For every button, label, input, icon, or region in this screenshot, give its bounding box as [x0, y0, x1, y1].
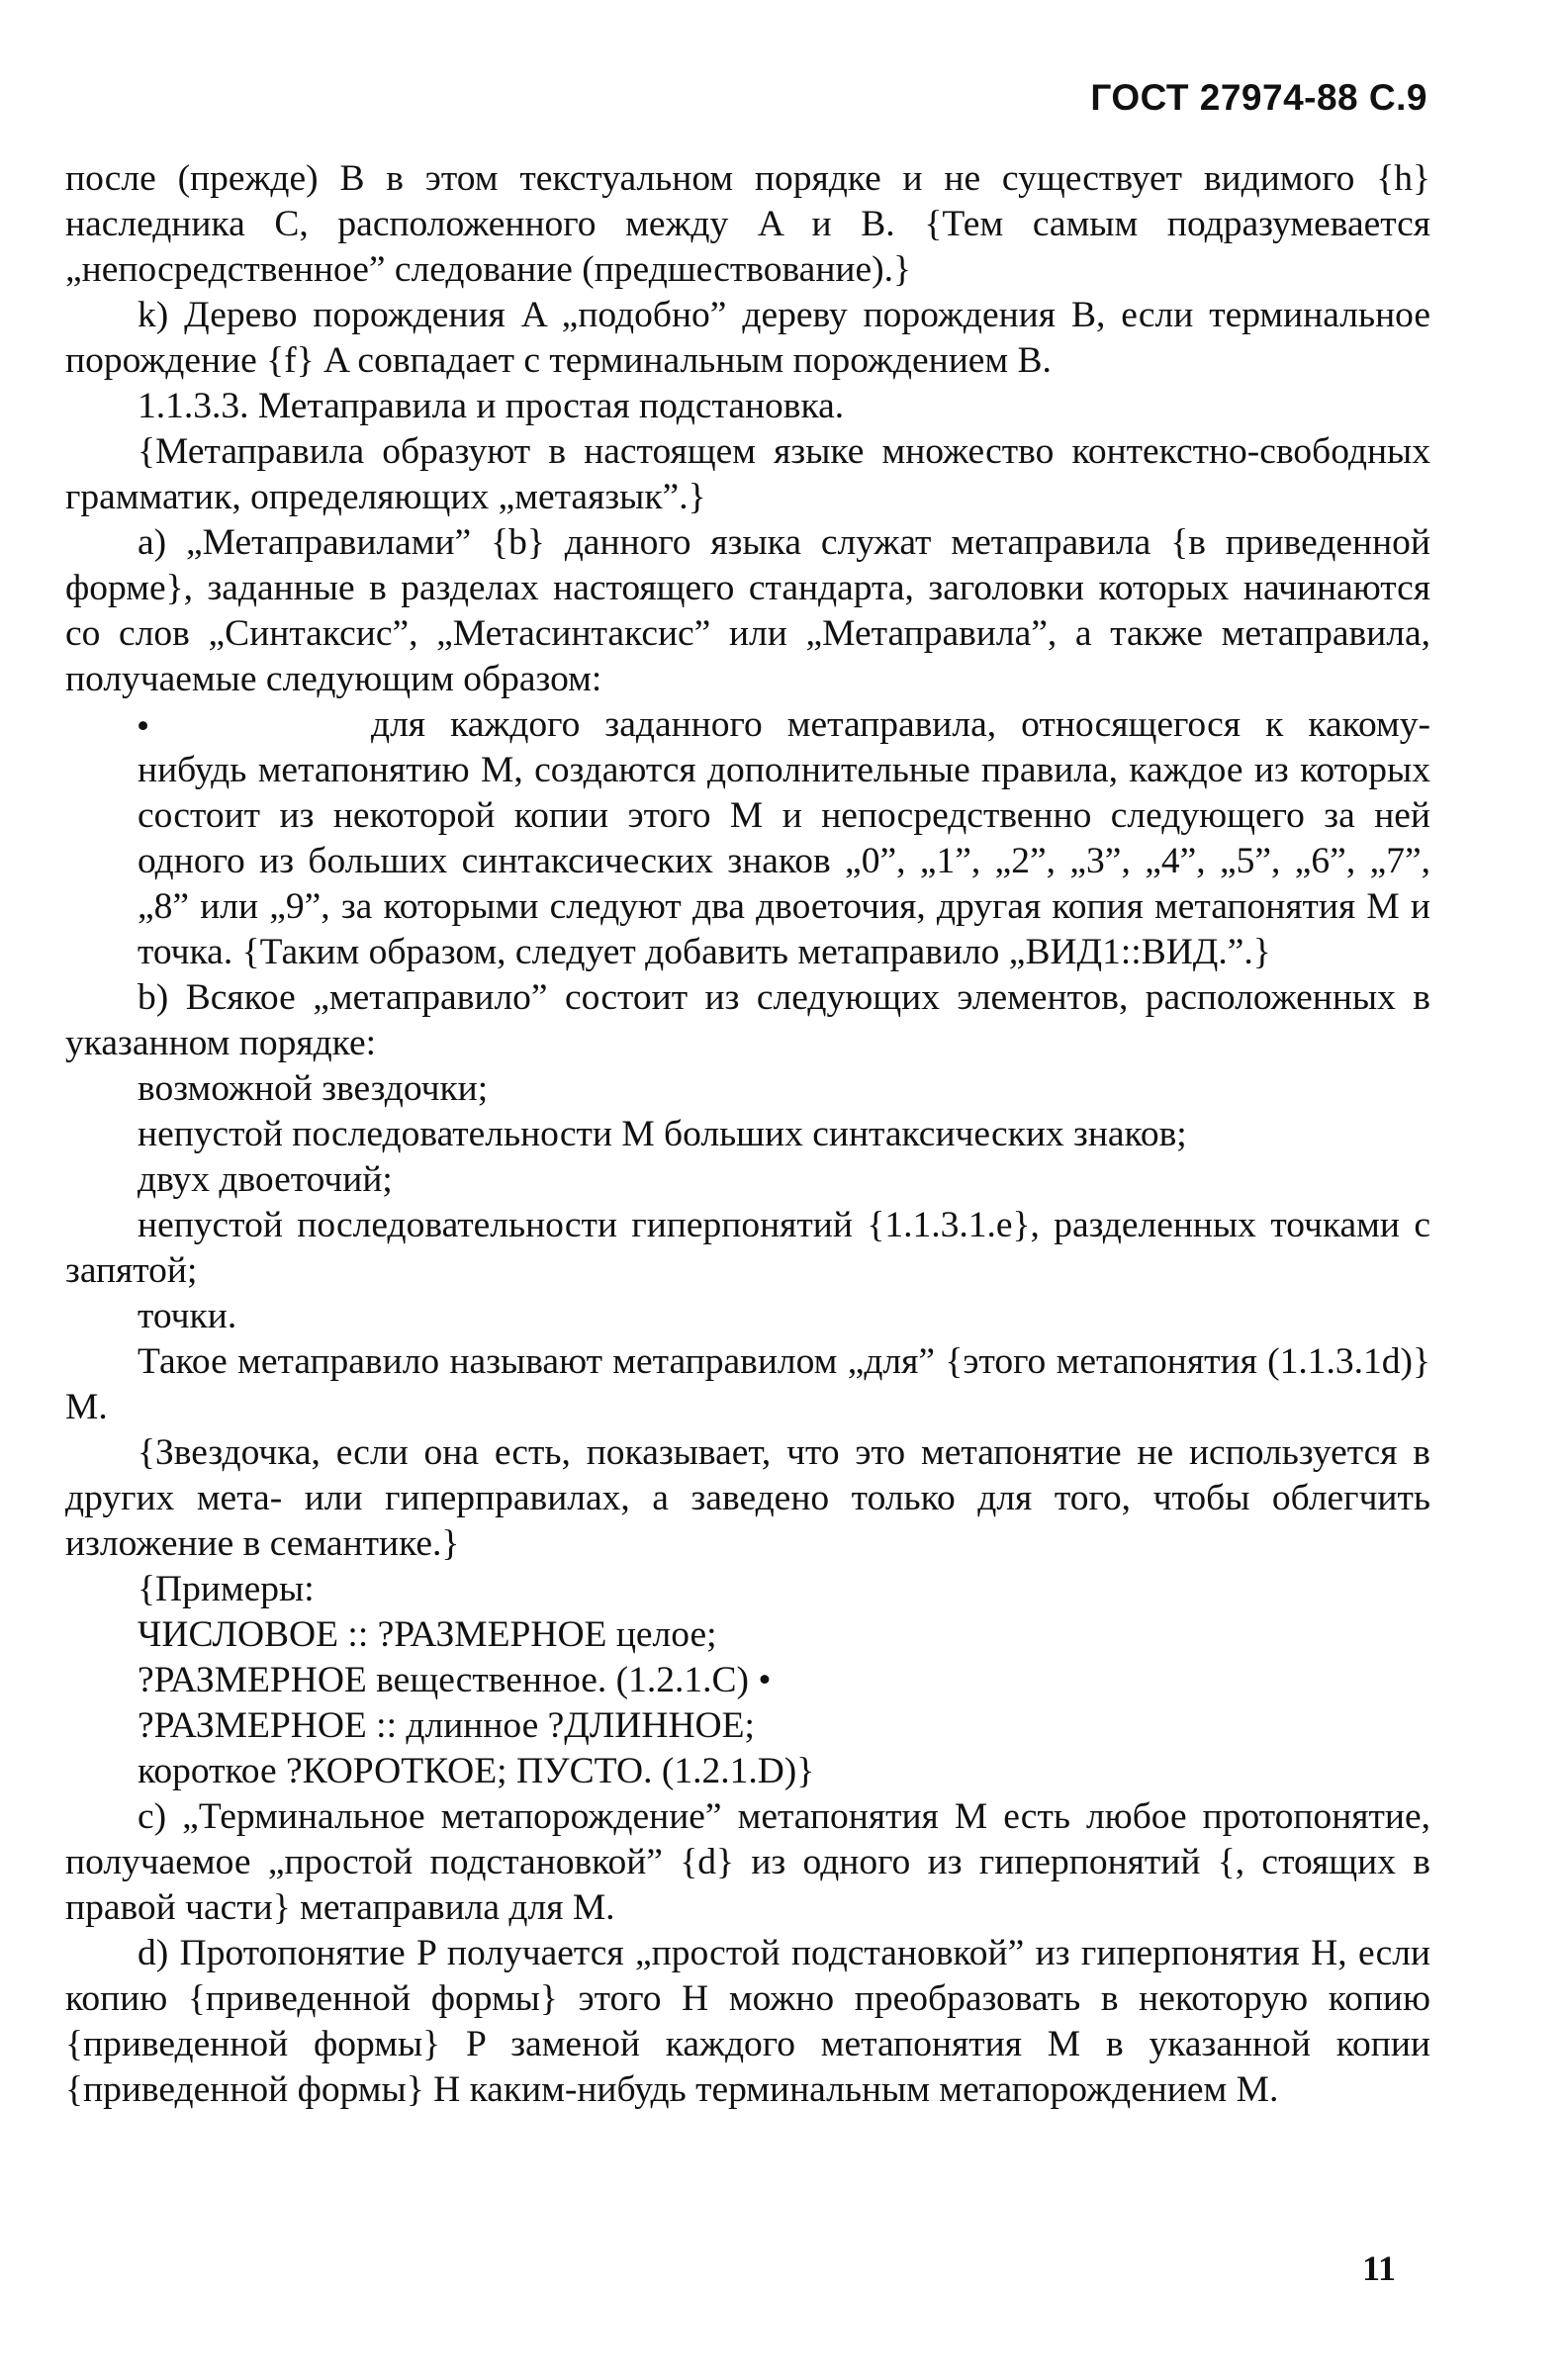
paragraph: после (прежде) B в этом текстуальном порядке и не существует видимого {h} наследника C, расположенного между A и B. {Тем самым подразумевается „непосредственное” следование (предшествование).}: [65, 158, 1430, 290]
paragraph-b: b) Всякое „метаправило” состоит из следующих элементов, расположенных в указанном порядке:: [65, 977, 1430, 1063]
paragraph-d: d) Протопонятие P получается „простой подстановкой” из гиперпонятия H, если копию {приведенной формы} этого H можно преобразовать в некоторую копию {приведенной формы} P заменой каждого метапонятия M в указанной копии {приведенной формы} H каким-нибудь терминальным метапорождением M.: [65, 1933, 1430, 2110]
paragraph: Такое метаправило называют метаправилом „для” {этого метапонятия (1.1.3.1d)} M.: [65, 1341, 1430, 1427]
paragraph-c: c) „Терминальное метапорождение” метапонятия M есть любое протопонятие, получаемое „простой подстановкой” {d} из одного из гиперпонятий {, стоящих в правой части} метаправила для M.: [65, 1796, 1430, 1928]
list-item: непустой последовательности гиперпонятий {1.1.3.1.e}, разделенных точками с запятой;: [65, 1205, 1430, 1291]
page-number: 11: [1361, 2248, 1396, 2288]
body-text: [65, 156, 1430, 2113]
list-item: непустой последовательности M больших синтаксических знаков;: [138, 1114, 1187, 1154]
example-line: ?РАЗМЕРНОЕ :: длинное ?ДЛИННОЕ;: [138, 1705, 755, 1746]
page-header: ГОСТ 27974-88 С.9: [1090, 77, 1427, 118]
paragraph-k: k) Дерево порождения A „подобно” дереву порождения B, если терминальное порождение {f} A совпадает с терминальным порождением B.: [65, 295, 1430, 381]
list-item: точки.: [138, 1296, 237, 1336]
examples-heading: {Примеры:: [138, 1569, 315, 1609]
list-item: возможной звездочки;: [138, 1068, 489, 1109]
bullet-icon: •: [137, 706, 150, 747]
bullet-text: для каждого заданного метаправила, относящегося к какому-нибудь метапонятию M, создаются дополнительные правила, каждое из которых состоит из некоторой копии этого M и непосредственно следующего за ней одного из больших синтаксических знаков „0”, „1”, „2”, „3”, „4”, „5”, „6”, „7”, „8” или „9”, за которыми следуют два двоеточия, другая копия метапонятия M и точка. {Таким образом, следует добавить метаправило „ВИД1::ВИД.”.}: [138, 704, 1430, 972]
example-line: короткое ?КОРОТКОЕ; ПУСТО. (1.2.1.D)}: [138, 1751, 815, 1791]
example-line: ?РАЗМЕРНОЕ вещественное. (1.2.1.C) •: [138, 1660, 772, 1700]
bullet-item: [65, 702, 1430, 975]
list-item: двух двоеточий;: [138, 1159, 393, 1200]
section-heading: 1.1.3.3. Метаправила и простая подстановка.: [138, 386, 845, 426]
paragraph: {Метаправила образуют в настоящем языке множество контекстно-свободных грамматик, определяющих „метаязык”.}: [65, 431, 1430, 517]
paragraph: {Звездочка, если она есть, показывает, что это метапонятие не используется в других мета- или гиперправилах, а заведено только для того, чтобы облегчить изложение в семантике.}: [65, 1432, 1430, 1564]
paragraph-a: a) „Метаправилами” {b} данного языка служат метаправила {в приведенной форме}, заданные в разделах настоящего стандарта, заголовки которых начинаются со слов „Синтаксис”, „Метасинтаксис” или „Метаправила”, а также метаправила, получаемые следующим образом:: [65, 522, 1430, 699]
example-line: ЧИСЛОВОЕ :: ?РАЗМЕРНОЕ целое;: [138, 1614, 717, 1655]
